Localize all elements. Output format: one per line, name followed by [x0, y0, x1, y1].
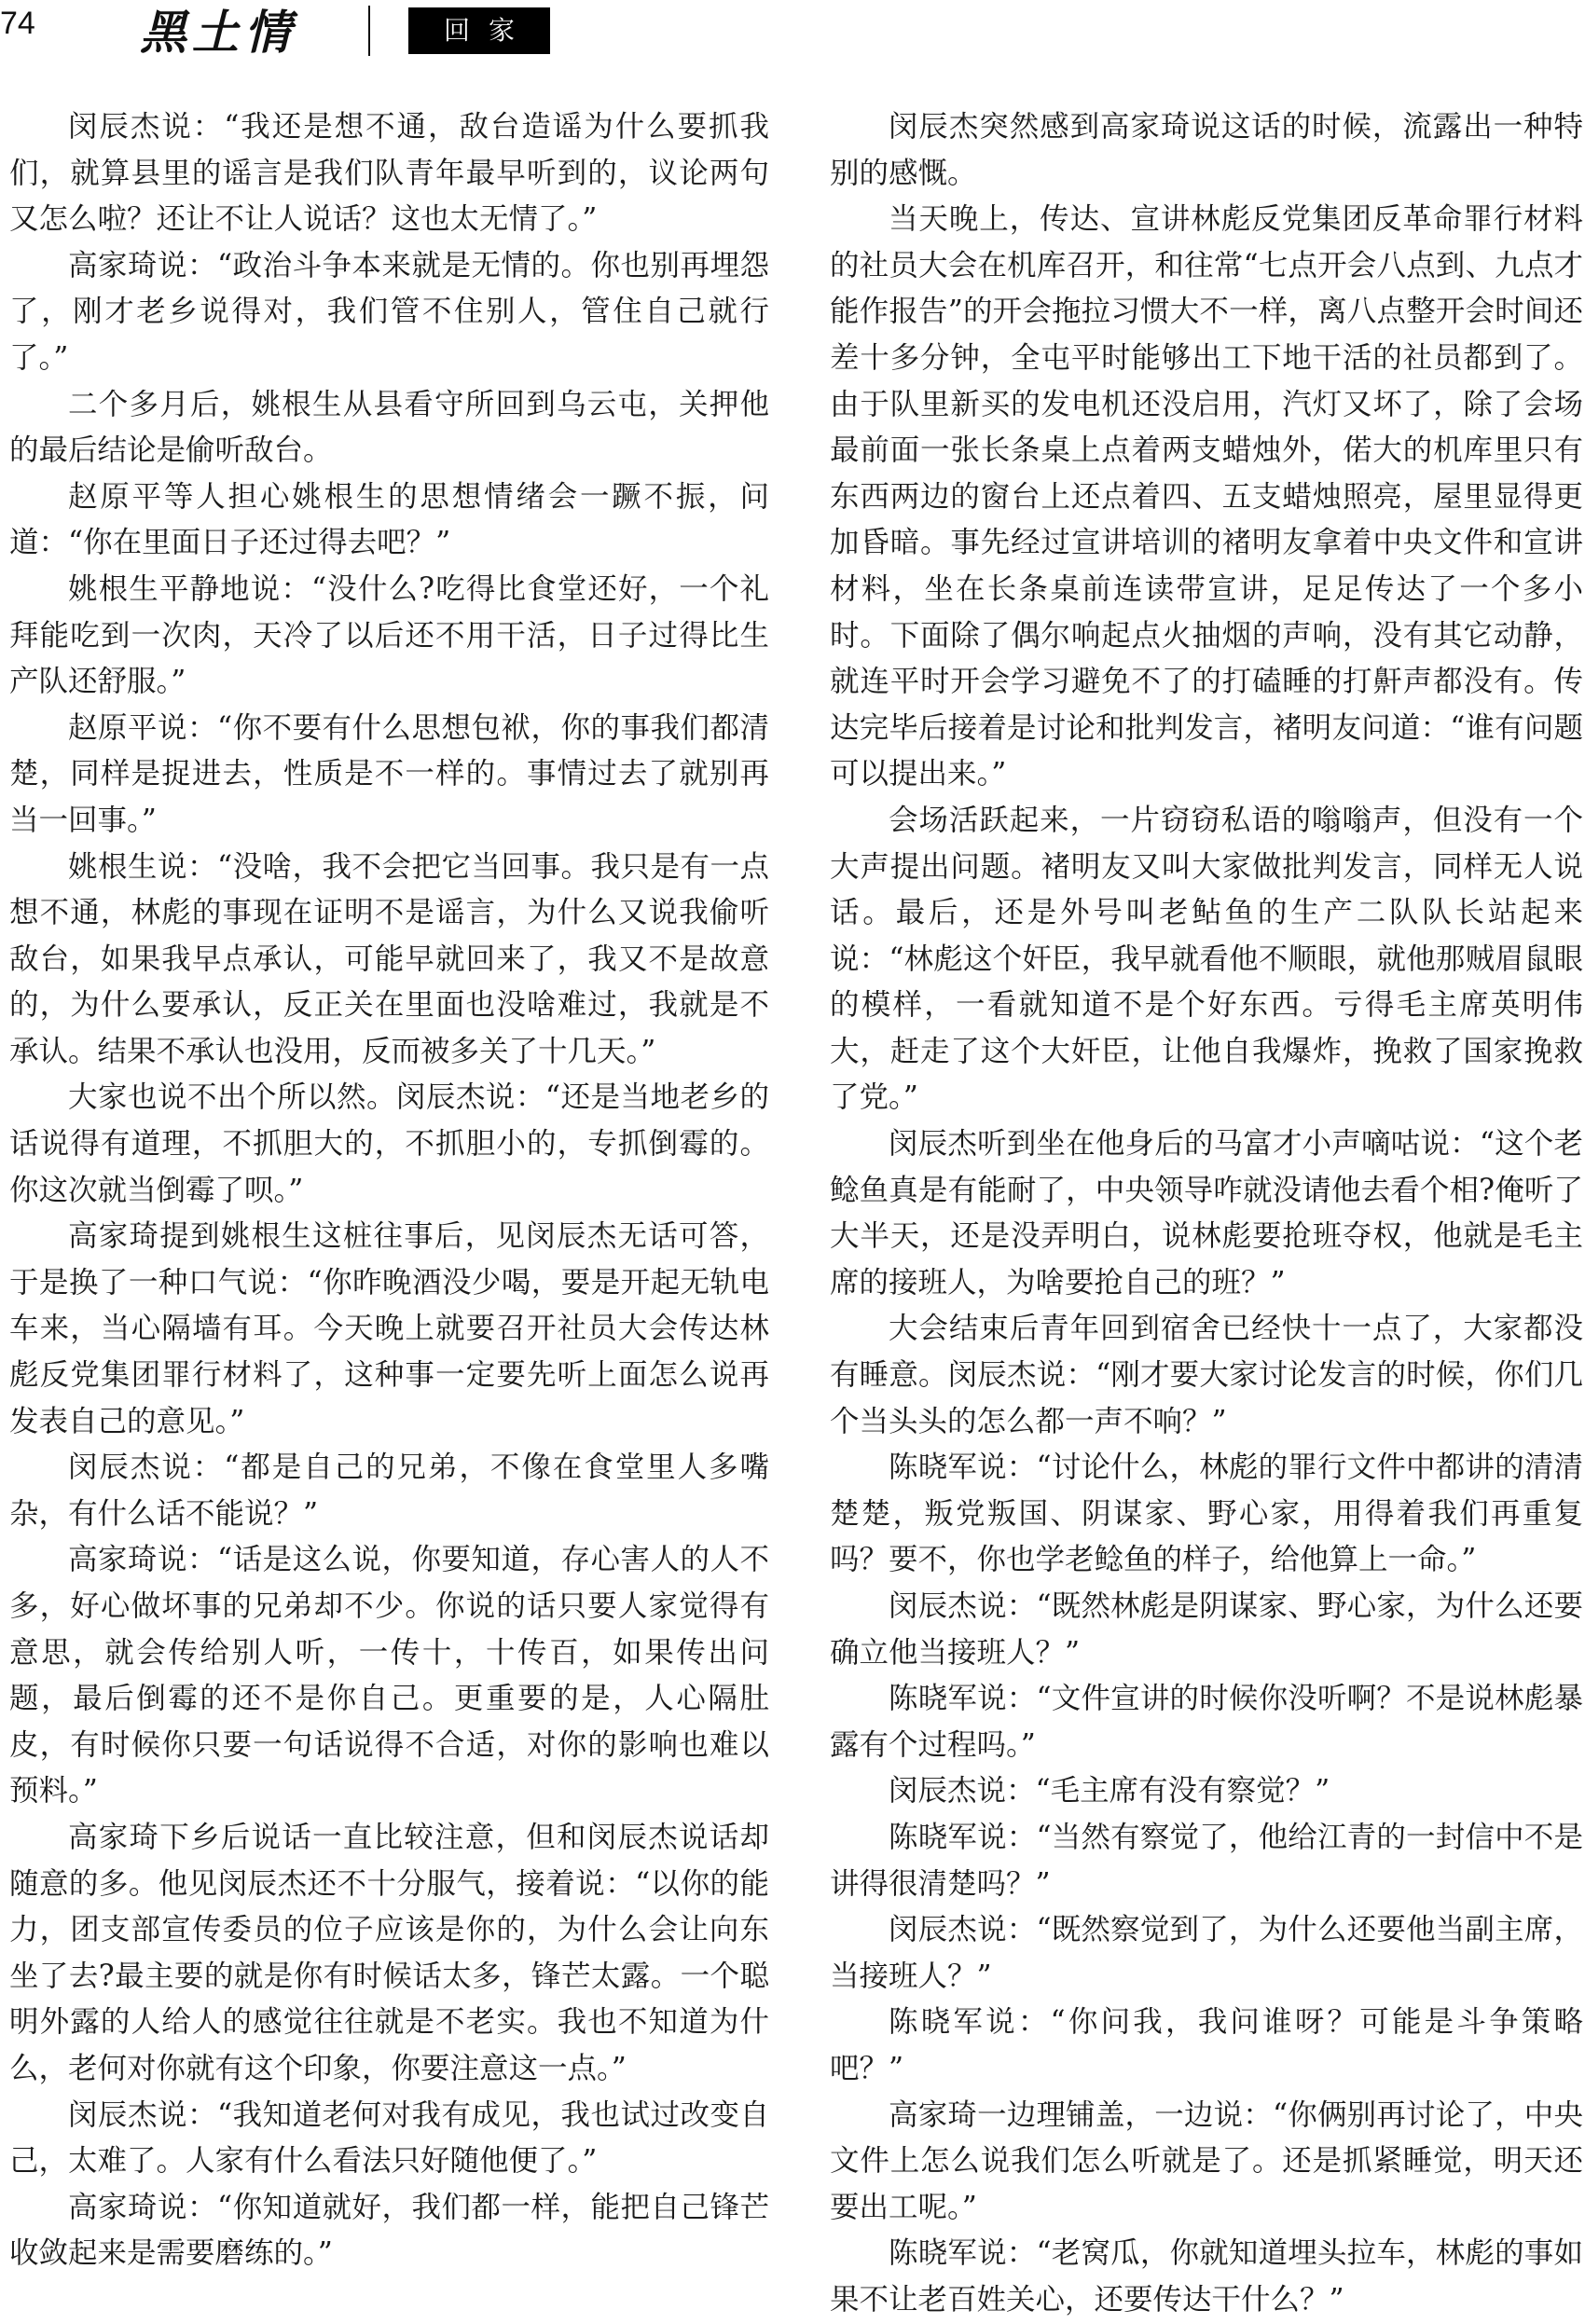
- paragraph: 赵原平等人担心姚根生的思想情绪会一蹶不振，问道：“你在里面日子还过得去吧？”: [9, 479, 769, 560]
- paragraph: 陈晓军说：“老窝瓜，你就知道埋头拉车，林彪的事如果不让老百姓关心，还要传达干什么？”: [830, 2236, 1583, 2317]
- paragraph: 大会结束后青年回到宿舍已经快十一点了，大家都没有睡意。闵辰杰说：“刚才要大家讨论发言的时候，你们几个当头头的怎么都一声不响？”: [830, 1312, 1583, 1438]
- paragraph: 赵原平说：“你不要有什么思想包袱，你的事我们都清楚，同样是捉进去，性质是不一样的。事情过去了就别再当一回事。”: [9, 710, 769, 837]
- paragraph: 闵辰杰说：“都是自己的兄弟，不像在食堂里人多嘴杂，有什么话不能说？”: [9, 1451, 769, 1531]
- paragraph: 大家也说不出个所以然。闵辰杰说：“还是当地老乡的话说得有道理，不抓胆大的，不抓胆小的，专抓倒霉的。你这次就当倒霉了呗。”: [9, 1080, 769, 1207]
- paragraph: 闵辰杰说：“我知道老何对我有成见，我也试过改变自己，太难了。人家有什么看法只好随他便了。”: [9, 2097, 769, 2179]
- paragraph: 姚根生说：“没啥，我不会把它当回事。我只是有一点想不通，林彪的事现在证明不是谣言，为什么又说我偷听敌台，如果我早点承认，可能早就回来了，我又不是故意的，为什么要承认，反正关在里面也没啥难过，我就是不承认。结果不承认也没用，反而被多关了十几天。”: [9, 849, 769, 1068]
- paragraph: 高家琦一边理铺盖，一边说：“你俩别再讨论了，中央文件上怎么说我们怎么听就是了。还是抓紧睡觉，明天还要出工呢。”: [830, 2097, 1583, 2224]
- paragraph: 高家琦说：“话是这么说，你要知道，存心害人的人不多，好心做坏事的兄弟却不少。你说的话只要人家觉得有意思，就会传给别人听，一传十，十传百，如果传出问题，最后倒霉的还不是你自己。更重要的是，人心隔肚皮，有时候你只要一句话说得不合适，对你的影响也难以预料。”: [9, 1543, 769, 1808]
- paragraph: 会场活跃起来，一片窃窃私语的嗡嗡声，但没有一个大声提出问题。褚明友又叫大家做批判发言，同样无人说话。最后，还是外号叫老鲇鱼的生产二队队长站起来说：“林彪这个奸臣，我早就看他不顺眼，就他那贼眉鼠眼的模样，一看就知道不是个好东西。亏得毛主席英明伟大，赶走了这个大奸臣，让他自我爆炸，挽救了国家挽救了党。”: [830, 803, 1583, 1115]
- paragraph: 陈晓军说：“当然有察觉了，他给江青的一封信中不是讲得很清楚吗？”: [830, 1820, 1583, 1901]
- page-header: [0, 0, 1585, 75]
- page-number: 74: [0, 6, 35, 41]
- magazine-title: 黑土情: [140, 5, 296, 60]
- paragraph: 当天晚上，传达、宣讲林彪反党集团反革命罪行材料的社员大会在机库召开，和往常“七点开会八点到、九点才能作报告”的开会拖拉习惯大不一样，离八点整开会时间还差十多分钟，全屯平时能够出工下地干活的社员都到了。由于队里新买的发电机还没启用，汽灯又坏了，除了会场最前面一张长条桌上点着两支蜡烛外，偌大的机库里只有东西两边的窗台上还点着四、五支蜡烛照亮，屋里显得更加昏暗。事先经过宣讲培训的褚明友拿着中央文件和宣讲材料，坐在长条桌前连读带宣讲，足足传达了一个多小时。下面除了偶尔响起点火抽烟的声响，没有其它动静，就连平时开会学习避免不了的打磕睡的打鼾声都没有。传达完毕后接着是讨论和批判发言，褚明友问道：“谁有问题可以提出来。”: [830, 202, 1583, 791]
- paragraph: 二个多月后，姚根生从县看守所回到乌云屯，关押他的最后结论是偷听敌台。: [9, 387, 769, 468]
- paragraph: 闵辰杰说：“我还是想不通，敌台造谣为什么要抓我们，就算县里的谣言是我们队青年最早听到的，议论两句又怎么啦？还让不让人说话？这也太无情了。”: [9, 110, 769, 237]
- paragraph: 高家琦提到姚根生这桩往事后，见闵辰杰无话可答，于是换了一种口气说：“你昨晚酒没少喝，要是开起无轨电车来，当心隔墙有耳。今天晚上就要召开社员大会传达林彪反党集团罪行材料了，这种事一定要先听上面怎么说再发表自己的意见。”: [9, 1219, 769, 1438]
- paragraph: 闵辰杰说：“既然林彪是阴谋家、野心家，为什么还要确立他当接班人？”: [830, 1589, 1583, 1670]
- paragraph: 闵辰杰突然感到高家琦说这话的时候，流露出一种特别的感慨。: [830, 110, 1583, 190]
- paragraph: 高家琦说：“你知道就好，我们都一样，能把自己锋芒收敛起来是需要磨练的。”: [9, 2190, 769, 2271]
- paragraph: 闵辰杰说：“既然察觉到了，为什么还要他当副主席，当接班人？”: [830, 1913, 1583, 1993]
- section-label: 回家: [408, 7, 550, 54]
- article-column-right: [830, 104, 1583, 2324]
- header-divider: [368, 6, 370, 56]
- paragraph: 姚根生平静地说：“没什么?吃得比食堂还好，一个礼拜能吃到一次肉，天冷了以后还不用干活，日子过得比生产队还舒服。”: [9, 571, 769, 699]
- paragraph: 陈晓军说：“讨论什么，林彪的罪行文件中都讲的清清楚楚，叛党叛国、阴谋家、野心家，用得着我们再重复吗？要不，你也学老鲶鱼的样子，给他算上一命。”: [830, 1451, 1583, 1577]
- paragraph: 陈晓军说：“文件宣讲的时候你没听啊？不是说林彪暴露有个过程吗。”: [830, 1682, 1583, 1762]
- paragraph: 高家琦说：“政治斗争本来就是无情的。你也别再埋怨了，刚才老乡说得对，我们管不住别人，管住自己就行了。”: [9, 248, 769, 375]
- article-column-left: [9, 104, 769, 2277]
- paragraph: 闵辰杰说：“毛主席有没有察觉？”: [889, 1774, 1330, 1808]
- paragraph: 高家琦下乡后说话一直比较注意，但和闵辰杰说话却随意的多。他见闵辰杰还不十分服气，接着说：“以你的能力，团支部宣传委员的位子应该是你的，为什么会让向东坐了去?最主要的就是你有时候话太多，锋芒太露。一个聪明外露的人给人的感觉往往就是不老实。我也不知道为什么，老何对你就有这个印象，你要注意这一点。”: [9, 1820, 769, 2085]
- paragraph: 闵辰杰听到坐在他身后的马富才小声嘀咕说：“这个老鲶鱼真是有能耐了，中央领导咋就没请他去看个相?俺听了大半天，还是没弄明白，说林彪要抢班夺权，他就是毛主席的接班人，为啥要抢自己的班？”: [830, 1127, 1583, 1300]
- paragraph: 陈晓军说：“你问我，我问谁呀？可能是斗争策略吧？”: [830, 2005, 1583, 2085]
